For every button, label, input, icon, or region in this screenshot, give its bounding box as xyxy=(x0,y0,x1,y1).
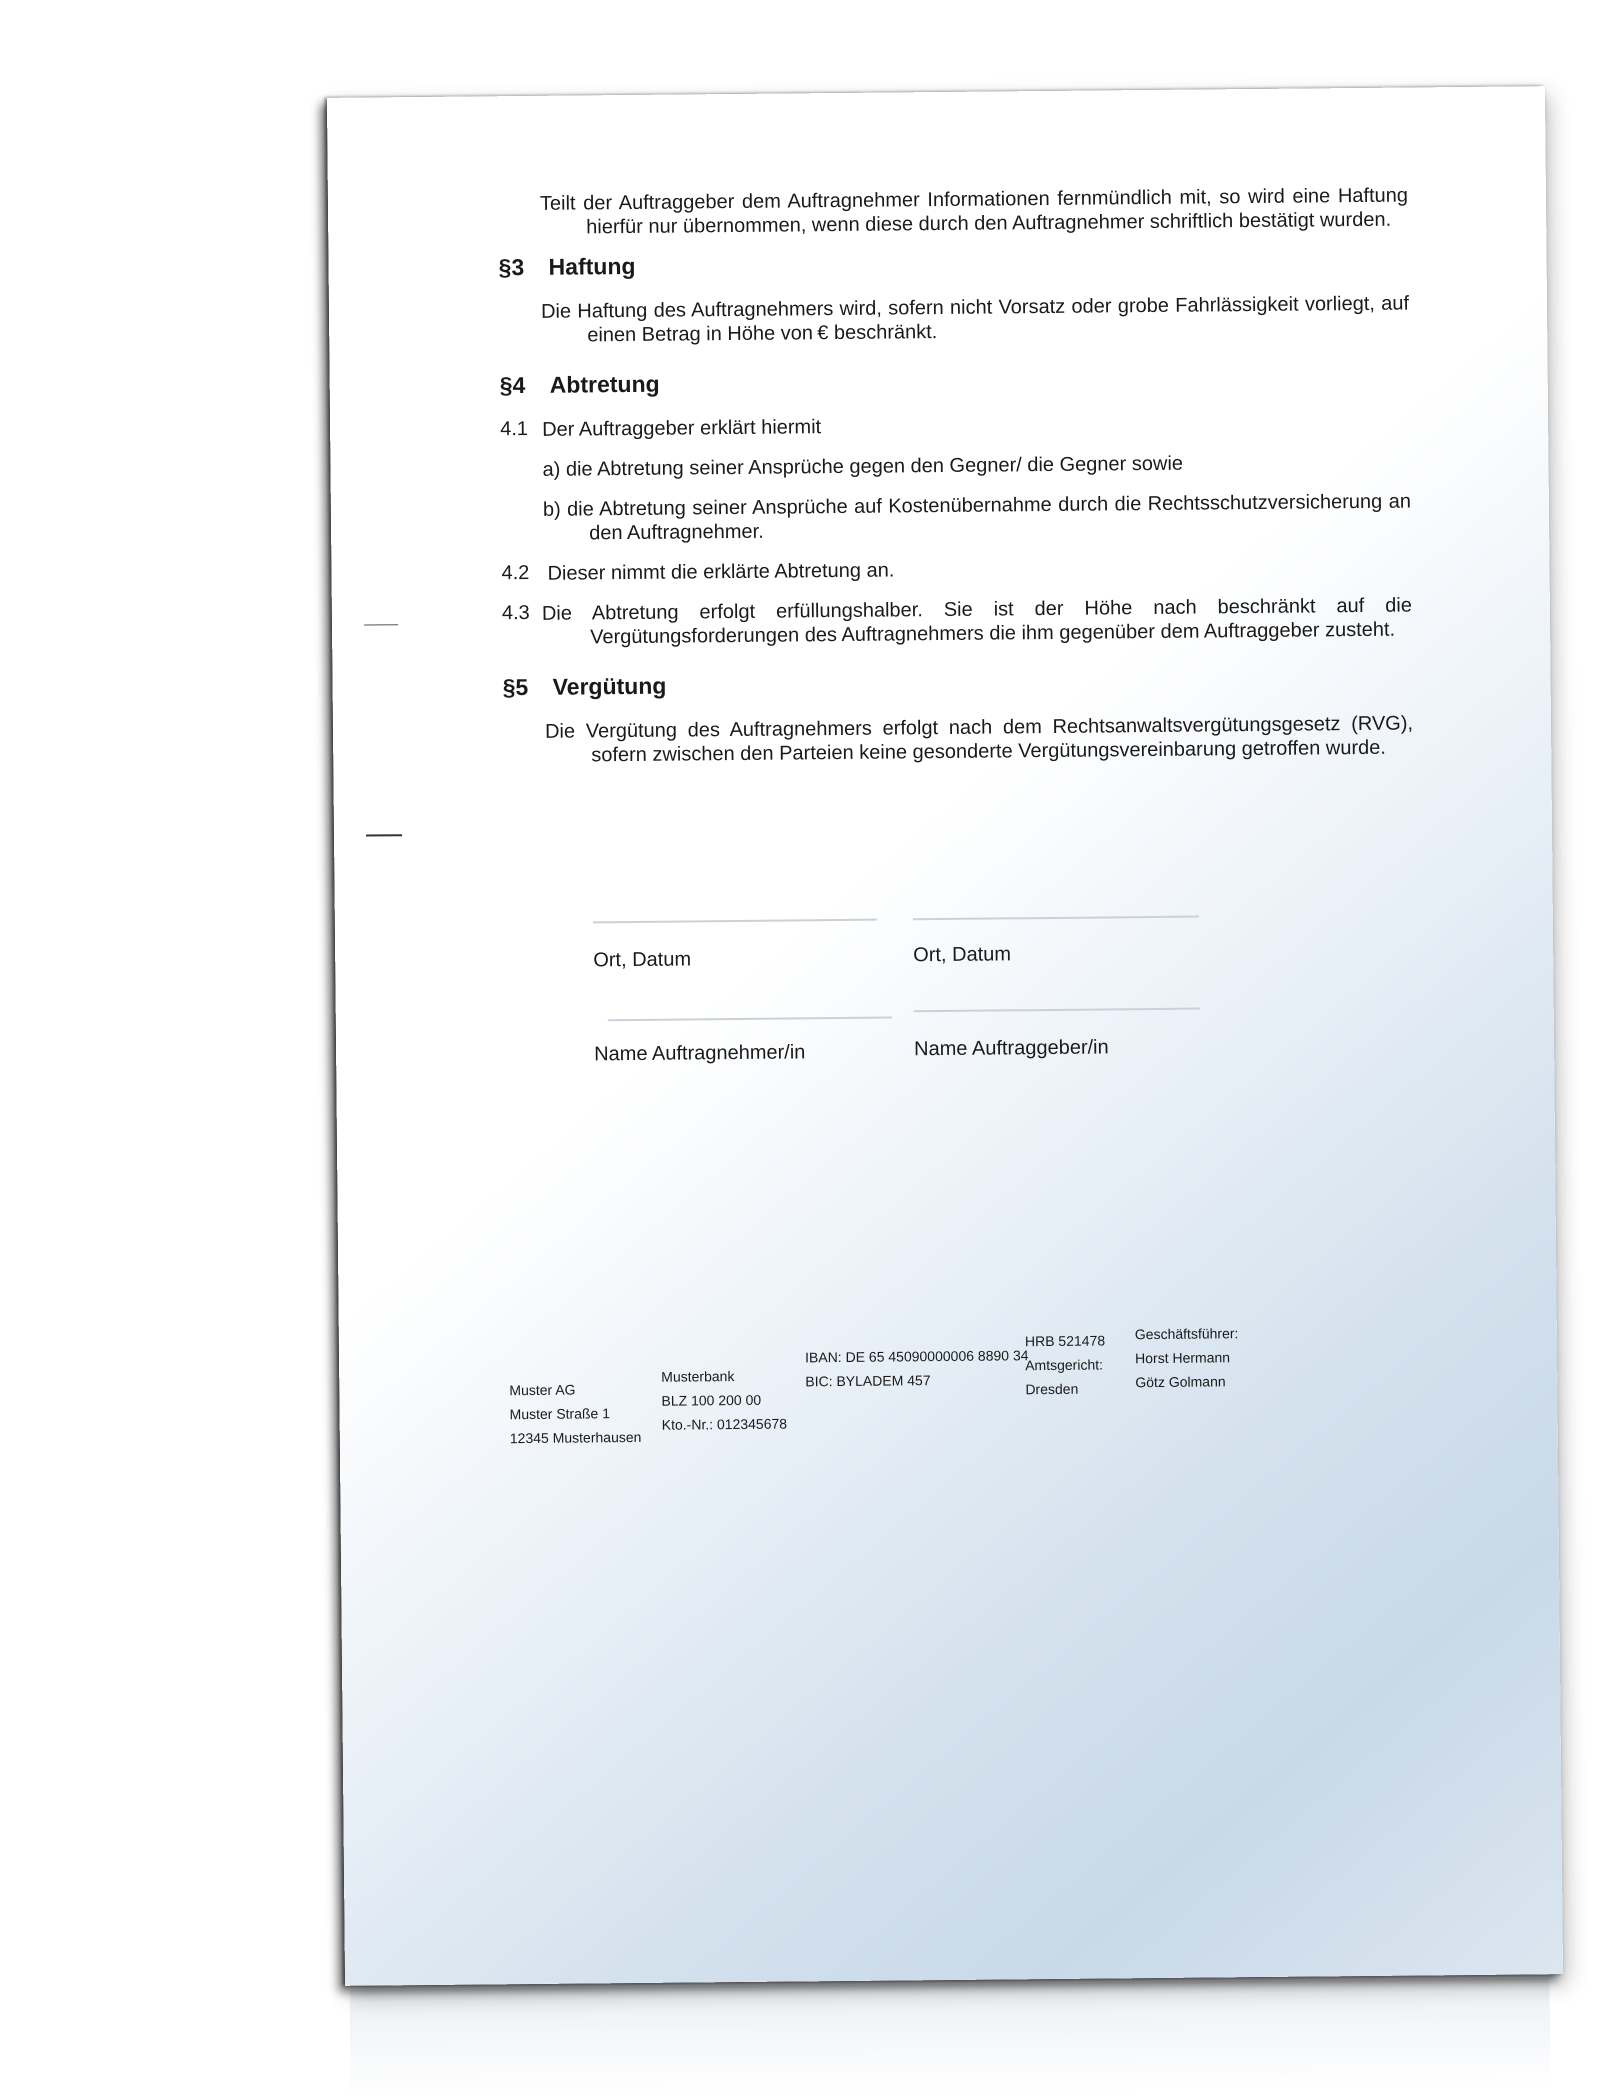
left-place-date-label: Ort, Datum xyxy=(593,948,692,972)
footer-bank-name: Musterbank xyxy=(661,1368,735,1385)
footer-bank-blz: BLZ 100 200 00 xyxy=(661,1391,762,1409)
section-3-line-2b: € beschränkt. xyxy=(817,321,938,345)
signature-line-left-name xyxy=(608,1017,892,1022)
section-4-title: Abtretung xyxy=(549,370,660,398)
footer-iban-number: IBAN: DE 65 45090000006 8890 34 xyxy=(805,1347,1029,1366)
section-5-heading xyxy=(503,673,667,702)
footer-management-label: Geschäftsführer: xyxy=(1134,1325,1239,1343)
fold-mark xyxy=(364,624,398,625)
footer-court-label: Amtsgericht: xyxy=(1025,1356,1104,1374)
section-3-title: Haftung xyxy=(548,252,636,280)
footer-bic: BIC: BYLADEM 457 xyxy=(805,1372,931,1390)
item-4-2-number: 4.2 xyxy=(501,561,530,585)
section-3-line-1: Die Haftung des Auftragnehmers wird, sofern nicht Vorsatz oder grobe Fahrlässigkeit vorliegt, auf xyxy=(540,292,1410,323)
signature-line-right-name xyxy=(914,1008,1200,1013)
item-4-2-text: Dieser nimmt die erklärte Abtretung an. xyxy=(547,559,895,585)
footer-management xyxy=(1135,1321,1239,1394)
footer-company-name: Muster AG xyxy=(509,1381,576,1399)
left-name-label: Name Auftragnehmer/in xyxy=(594,1041,806,1066)
footer-company xyxy=(509,1377,641,1450)
footer-court-city: Dresden xyxy=(1025,1380,1079,1398)
section-3-number: §3 xyxy=(498,254,525,281)
footer-register xyxy=(1025,1328,1106,1401)
section-5-title: Vergütung xyxy=(552,672,667,700)
page-reflection xyxy=(349,1978,1550,2100)
footer-bank-account: Kto.-Nr.: 012345678 xyxy=(661,1415,788,1433)
item-4-1-b-line-1: b) die Abtretung seiner Ansprüche auf Kostenübernahme durch die Rechtsschutzversicherung an xyxy=(542,490,1411,521)
footer-company-city: 12345 Musterhausen xyxy=(509,1428,642,1447)
footer-company-street: Muster Straße 1 xyxy=(509,1405,611,1423)
footer-hrb: HRB 521478 xyxy=(1024,1332,1106,1350)
footer-manager-1: Horst Hermann xyxy=(1135,1349,1231,1367)
item-4-1-number: 4.1 xyxy=(500,417,529,441)
item-4-3-line-2: Vergütungsforderungen des Auftragnehmers die ihm gegenüber dem Auftraggeber zusteht. xyxy=(590,618,1396,649)
section-3-heading xyxy=(498,253,635,281)
section-4-heading xyxy=(500,371,660,400)
footer-iban xyxy=(805,1343,1029,1393)
intro-line-1: Teilt der Auftraggeber dem Auftragnehmer Informationen fernmündlich mit, so wird eine Haftung xyxy=(539,184,1409,215)
section-5-line-2: sofern zwischen den Parteien keine gesonderte Vergütungsvereinbarung getroffen wurde. xyxy=(591,736,1386,767)
section-5-line-1: Die Vergütung des Auftragnehmers erfolgt nach dem Rechtsanwaltsvergütungsgesetz (RVG), xyxy=(544,712,1414,743)
section-4-number: §4 xyxy=(499,371,526,399)
document-page xyxy=(327,86,1563,1986)
section-5-number: §5 xyxy=(502,673,529,701)
signature-line-right-date xyxy=(913,916,1199,921)
section-3-line-2a: einen Betrag in Höhe von xyxy=(587,322,814,347)
intro-line-2: hierfür nur übernommen, wenn diese durch den Auftragnehmer schriftlich bestätigt wurden. xyxy=(586,208,1392,239)
right-name-label: Name Auftraggeber/in xyxy=(914,1036,1109,1061)
punch-mark xyxy=(366,834,402,836)
item-4-3-number: 4.3 xyxy=(501,601,530,625)
footer-bank xyxy=(661,1364,787,1437)
footer-manager-2: Götz Golmann xyxy=(1135,1373,1226,1391)
signature-line-left-date xyxy=(593,919,877,924)
item-4-1-a: a) die Abtretung seiner Ansprüche gegen den Gegner/ die Gegner sowie xyxy=(542,452,1184,481)
item-4-3-line-1: Die Abtretung erfolgt erfüllungshalber. Sie ist der Höhe nach beschränkt auf die xyxy=(541,594,1412,625)
item-4-1-text: Der Auftraggeber erklärt hiermit xyxy=(542,416,822,441)
item-4-1-b-line-2: den Auftragnehmer. xyxy=(589,520,764,545)
right-place-date-label: Ort, Datum xyxy=(913,943,1012,967)
